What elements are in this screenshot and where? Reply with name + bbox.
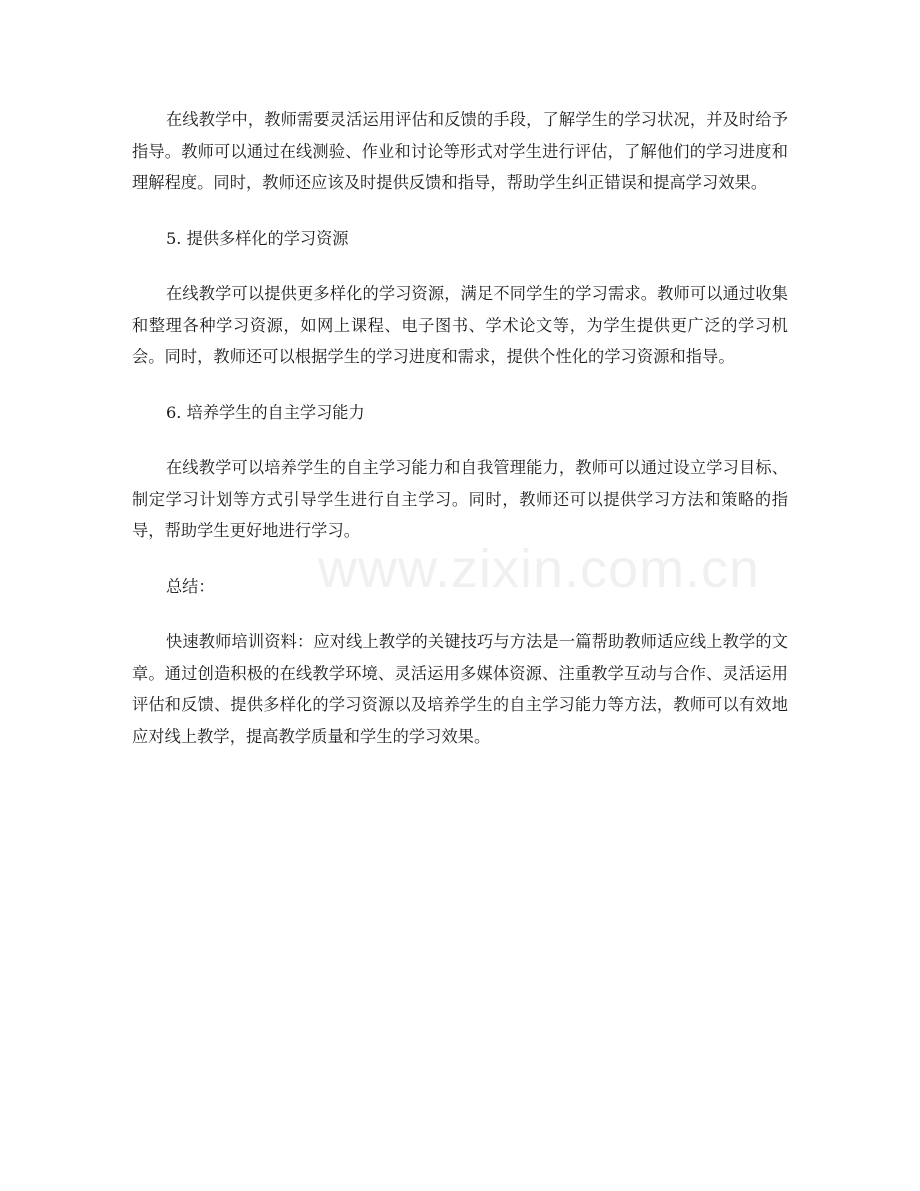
document-body xyxy=(132,104,788,776)
paragraph-evaluation-feedback: 在线教学中，教师需要灵活运用评估和反馈的手段，了解学生的学习状况，并及时给予指导。教师可以通过在线测验、作业和讨论等形式对学生进行评估，了解他们的学习进度和理解程度。同时，教师还应该及时提供反馈和指导，帮助学生纠正错误和提高学习效果。 xyxy=(132,110,788,192)
watermark: www.zixin.com.cn xyxy=(318,539,761,599)
section-heading-6: 6. 培养学生的自主学习能力 xyxy=(166,402,365,422)
paragraph-learning-resources: 在线教学可以提供更多样化的学习资源，满足不同学生的学习需求。教师可以通过收集和整理各种学习资源，如网上课程、电子图书、学术论文等，为学生提供更广泛的学习机会。同时，教师还可以根据学生的学习进度和需求，提供个性化的学习资源和指导。 xyxy=(132,284,788,366)
summary-heading: 总结： xyxy=(166,576,215,596)
paragraph-summary: 快速教师培训资料：应对线上教学的关键技巧与方法是一篇帮助教师适应线上教学的文章。通过创造积极的在线教学环境、灵活运用多媒体资源、注重教学互动与合作、灵活运用评估和反馈、提供多样化的学习资源以及培养学生的自主学习能力等方法，教师可以有效地应对线上教学，提高教学质量和学生的学习效果。 xyxy=(132,632,788,746)
paragraph-self-learning: 在线教学可以培养学生的自主学习能力和自我管理能力，教师可以通过设立学习目标、制定学习计划等方式引导学生进行自主学习。同时，教师还可以提供学习方法和策略的指导，帮助学生更好地进行学习。 xyxy=(132,458,788,540)
section-heading-5: 5. 提供多样化的学习资源 xyxy=(166,228,349,248)
